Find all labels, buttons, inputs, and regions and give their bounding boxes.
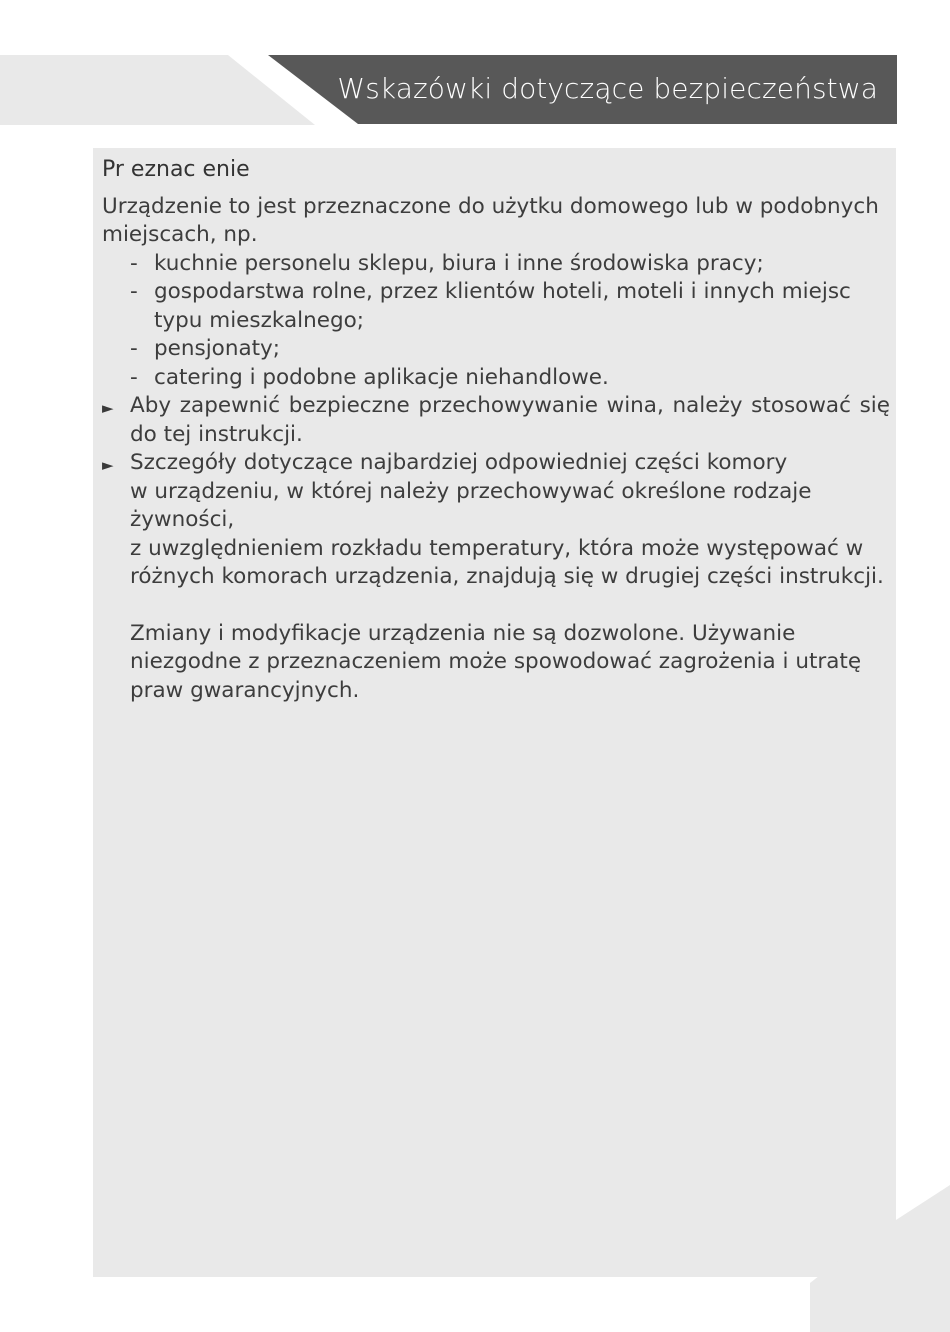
list-item: - kuchnie personelu sklepu, biura i inne środowiska pracy;: [130, 250, 890, 279]
list-item: - catering i podobne aplikacje niehandlowe.: [130, 364, 890, 393]
instruction-text-line: Szczegóły dotyczące najbardziej odpowiedniej części komory: [130, 450, 788, 475]
section-title: Pr eznac enie: [102, 157, 250, 182]
instruction-text-line: w urządzeniu, w której należy przechowywać określone rodzaje żywności,: [130, 478, 812, 532]
header-left-tab-decoration: [0, 55, 315, 125]
instructions-list: [102, 392, 890, 592]
list-item: - gospodarstwa rolne, przez klientów hoteli, moteli i innych miejsc typu mieszkalnego;: [130, 278, 890, 335]
intended-use-section: [102, 156, 890, 705]
triangle-right-icon: ►: [102, 456, 114, 474]
instruction-text: Aby zapewnić bezpieczne przechowywanie wina, należy stosować się do tej instrukcji.: [130, 393, 890, 447]
triangle-right-icon: ►: [102, 399, 114, 417]
instruction-text-line: różnych komorach urządzenia, znajdują się w drugiej części instrukcji.: [130, 564, 884, 589]
instruction-item-compartments: [102, 449, 890, 592]
page-title: Wskazówki dotyczące bezpieczeństwa: [337, 72, 878, 105]
instruction-text-line: z uwzględnieniem rozkładu temperatury, która może występować w: [130, 535, 864, 561]
usage-places-list: [102, 250, 890, 393]
instruction-item-wine-storage: [102, 392, 890, 449]
intro-paragraph: Urządzenie to jest przeznaczone do użytku domowego lub w podobnych miejscach, np.: [102, 193, 879, 247]
modification-warning-paragraph: Zmiany i modyfikacje urządzenia nie są dozwolone. Używanie niezgodne z przeznaczeniem może spowodować zagrożenia i utratę praw gwarancyjnych.: [130, 620, 862, 703]
list-item: - pensjonaty;: [130, 335, 890, 364]
